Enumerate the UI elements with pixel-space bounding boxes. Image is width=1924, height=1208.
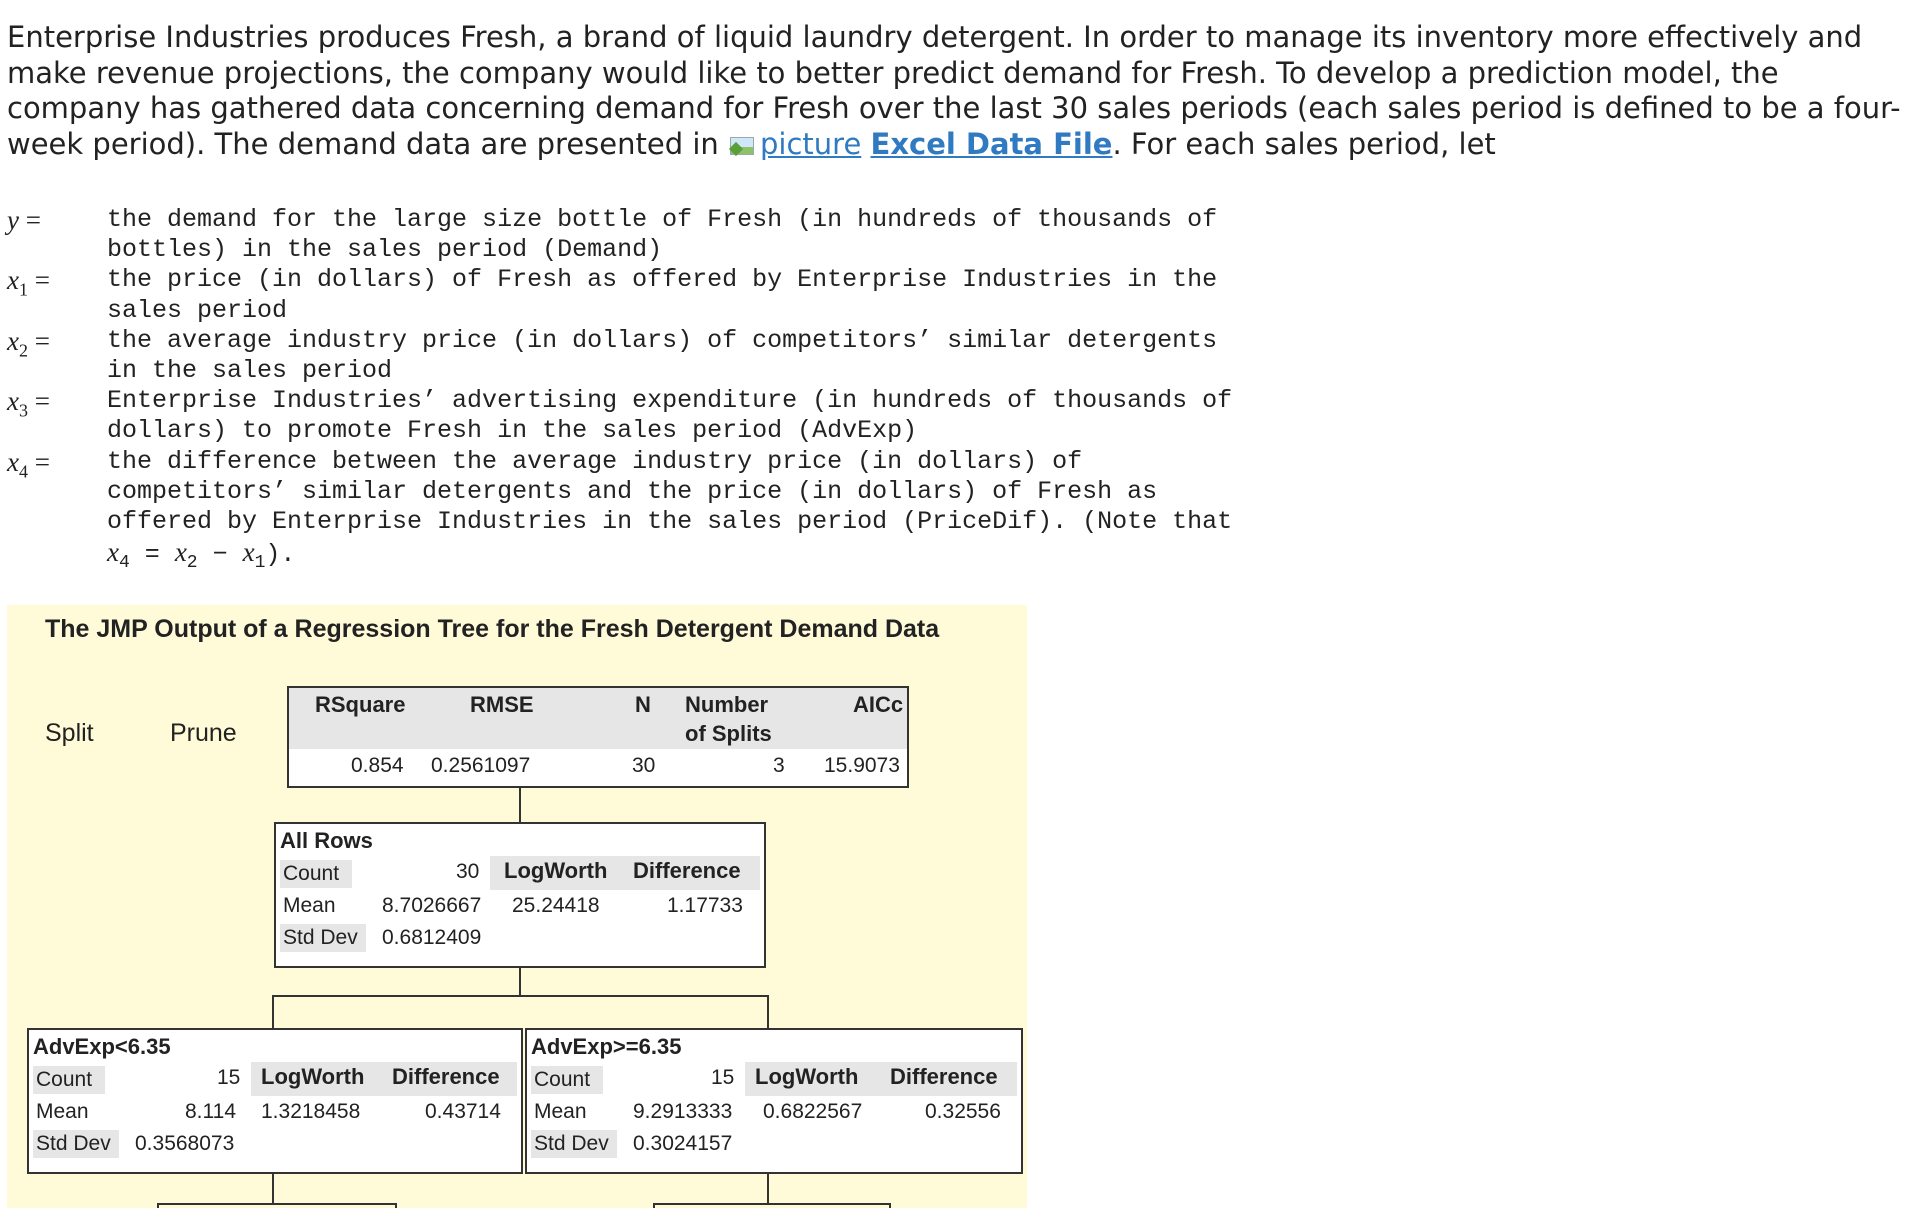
summary-value-row: [289, 749, 907, 786]
symbol-x: x: [7, 446, 19, 477]
symbol-x: x: [7, 325, 19, 356]
problem-intro: [7, 20, 1912, 162]
prune-button[interactable]: Prune: [170, 719, 237, 747]
tree-connector: [889, 1203, 891, 1208]
tree-connector: [272, 995, 769, 997]
std-dev-label: Std Dev: [534, 1132, 609, 1155]
mean-label: Mean: [534, 1100, 587, 1123]
mean-value: 8.7026667: [382, 894, 482, 917]
logworth-label: LogWorth: [504, 858, 608, 883]
definition-text: the average industry price (in dollars) of competitors’ similar detergents in the sales period: [107, 325, 1218, 386]
logworth-label: LogWorth: [755, 1064, 859, 1089]
logworth-value: 0.6822567: [763, 1100, 863, 1123]
tree-connector: [519, 786, 521, 823]
std-dev-label: Std Dev: [283, 926, 358, 949]
mean-label: Mean: [36, 1100, 89, 1123]
node-title: AdvExp>=6.35: [531, 1034, 682, 1059]
fit-summary-table: [287, 686, 909, 788]
difference-label: Difference: [890, 1064, 998, 1089]
std-dev-label: Std Dev: [36, 1132, 111, 1155]
count-value: 15: [217, 1066, 241, 1089]
tree-connector: [395, 1203, 397, 1208]
jmp-output-panel: [7, 605, 1027, 1208]
difference-value: 0.32556: [925, 1100, 1001, 1123]
value-rsquare: 0.854: [351, 754, 404, 777]
definition-y: y = the demand for the large size bottle of Fresh (in hundreds of thousands of bottles) in the sales period (Demand): [7, 205, 1257, 265]
difference-label: Difference: [392, 1064, 500, 1089]
header-rmse: RMSE: [470, 692, 534, 717]
tree-connector: [272, 995, 274, 1028]
std-dev-value: 0.3024157: [633, 1132, 733, 1155]
symbol-y: y: [7, 205, 19, 235]
tree-connector: [767, 995, 769, 1028]
symbol-x: x: [7, 265, 19, 296]
symbol-subscript: 3: [18, 400, 28, 421]
difference-label: Difference: [633, 858, 741, 883]
definition-x1: $x_1$ = the price (in dollars) of Fresh as offered by Enterprise Industries in the sales period: [7, 265, 1257, 325]
header-rsquare: RSquare: [315, 692, 406, 717]
count-label: Count: [534, 1068, 591, 1091]
tree-connector: [767, 1172, 769, 1204]
excel-data-file-link[interactable]: Excel Data File: [870, 126, 1113, 161]
difference-value: 0.43714: [425, 1100, 501, 1123]
std-dev-value: 0.6812409: [382, 926, 482, 949]
definition-text: the demand for the large size bottle of Fresh (in hundreds of thousands of bottles) in the sales period (Demand): [107, 205, 1218, 265]
symbol-subscript: 1: [18, 279, 28, 300]
symbol-x: x: [7, 386, 19, 417]
mean-value: 8.114: [185, 1100, 236, 1123]
definition-x4: $x_4$ = the difference between the average industry price (in dollars) of competitors’ similar detergents and the price (in dollars) of Fresh as offered by Enterprise Industries in the sales period (PriceDif). (Note that $x_4 = x_2 - x_1$).: [7, 447, 1257, 579]
logworth-value: 1.3218458: [261, 1100, 361, 1123]
tree-connector: [653, 1203, 655, 1208]
definition-text: the price (in dollars) of Fresh as offered by Enterprise Industries in the sales period: [107, 265, 1218, 325]
tree-connector: [653, 1203, 891, 1205]
header-aicc: AICc: [853, 692, 904, 717]
value-aicc: 15.9073: [824, 754, 900, 777]
count-label: Count: [36, 1068, 93, 1091]
header-number-of-splits-2: of Splits: [685, 721, 772, 746]
logworth-label: LogWorth: [261, 1064, 365, 1089]
std-dev-value: 0.3568073: [135, 1132, 235, 1155]
tree-node-all-rows[interactable]: [274, 822, 766, 968]
difference-value: 1.17733: [667, 894, 743, 917]
value-n: 30: [632, 754, 656, 777]
count-label: Count: [283, 862, 340, 885]
tree-connector: [157, 1203, 159, 1208]
picture-link[interactable]: picture: [760, 126, 862, 161]
value-rmse: 0.2561097: [431, 754, 531, 777]
jmp-title: The JMP Output of a Regression Tree for the Fresh Detergent Demand Data: [45, 615, 940, 643]
tree-connector: [272, 1172, 274, 1204]
node-title: AdvExp<6.35: [33, 1034, 171, 1059]
value-number-of-splits: 3: [773, 754, 785, 777]
definition-text: the difference between the average industry price (in dollars) of competitors’ similar detergents and the price (in dollars) of Fresh as offered by Enterprise Industries in the sales period (PriceDif). (Note that $x_4 = x_2 - x_1$).: [107, 446, 1233, 574]
definition-x3: $x_3$ = Enterprise Industries’ advertising expenditure (in hundreds of thousands of dollars) to promote Fresh in the sales period (AdvExp): [7, 386, 1257, 446]
mean-label: Mean: [283, 894, 336, 917]
mean-value: 9.2913333: [633, 1100, 733, 1123]
symbol-subscript: 2: [18, 340, 28, 361]
tree-node-advexp-greater[interactable]: [525, 1028, 1023, 1174]
logworth-value: 25.24418: [512, 894, 600, 917]
header-n: N: [635, 692, 651, 717]
broken-picture-icon[interactable]: [728, 133, 758, 157]
node-title: All Rows: [280, 828, 373, 853]
variable-definitions: [7, 205, 1257, 578]
tree-node-advexp-less[interactable]: [27, 1028, 523, 1174]
summary-header-row: [289, 688, 907, 749]
count-value: 30: [456, 860, 480, 883]
tree-connector: [157, 1203, 397, 1205]
intro-text-end: . For each sales period, let: [1112, 126, 1496, 161]
definition-text: Enterprise Industries’ advertising expenditure (in hundreds of thousands of dollars) to promote Fresh in the sales period (AdvExp): [107, 386, 1233, 446]
tree-connector: [519, 966, 521, 996]
split-button[interactable]: Split: [45, 719, 94, 747]
count-value: 15: [711, 1066, 735, 1089]
definition-x2: $x_2$ = the average industry price (in dollars) of competitors’ similar detergents in the sales period: [7, 326, 1257, 386]
header-number-of-splits: Number: [685, 692, 769, 717]
intro-text: Enterprise Industries produces Fresh, a brand of liquid laundry detergent. In order to manage its inventory more effectively and make revenue projections, the company would like to better predict demand for Fresh. To develop a prediction model, the company has gathered data concerning demand for Fresh over the last 30 sales periods (each sales period is defined to be a four-week period). The demand data are presented in: [7, 20, 1901, 161]
symbol-subscript: 4: [18, 461, 28, 482]
